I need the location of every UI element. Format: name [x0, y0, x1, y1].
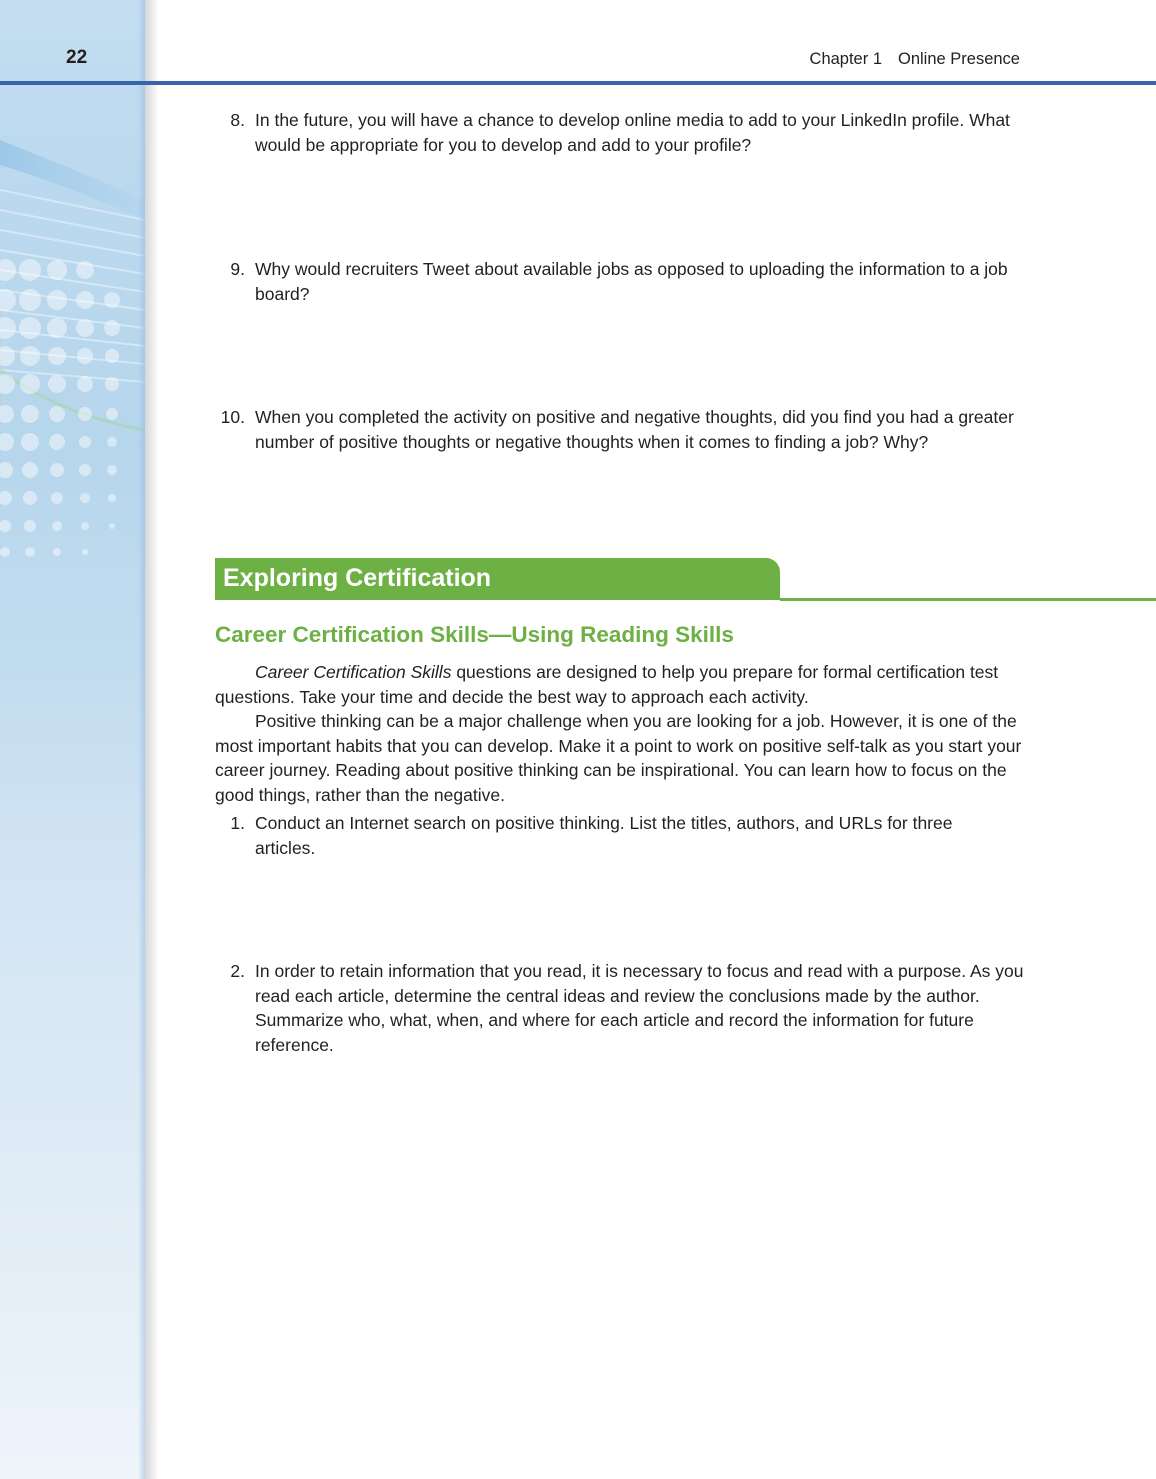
question-8: [215, 108, 1025, 157]
question-text: When you completed the activity on positive and negative thoughts, did you find you had a greater number of positive thoughts or negative thoughts when it comes to finding a job? Why?: [255, 407, 1014, 452]
chapter-title: Online Presence: [898, 50, 1020, 68]
second-paragraph: Positive thinking can be a major challenge when you are looking for a job. However, it is one of the most important habits that you can develop. Make it a point to work on positive self-talk as you start your career journey. Reading about positive thinking can be inspirational. You can learn how to focus on the good things, rather than the negative.: [215, 711, 1022, 805]
activity-text: Conduct an Internet search on positive thinking. List the titles, authors, and URLs for three articles.: [255, 813, 953, 858]
activity-number: 2.: [230, 961, 245, 981]
intro-italic-lead: Career Certification Skills: [255, 662, 452, 682]
section-banner-title: Exploring Certification: [223, 564, 492, 592]
question-number: 10.: [220, 407, 245, 427]
question-text: In the future, you will have a chance to develop online media to add to your LinkedIn profile. What would be appropriate for you to develop and add to your profile?: [255, 110, 1010, 155]
section-banner: [215, 558, 780, 600]
running-head: [810, 50, 1020, 69]
activity-1: [215, 811, 1025, 860]
section-subheading: Career Certification Skills—Using Reading Skills: [215, 622, 734, 647]
sidebar-shadow: [145, 0, 159, 1479]
section-banner-rule: [780, 598, 1156, 601]
decorative-sidebar: [0, 0, 145, 1479]
wave-pattern-icon: [0, 100, 145, 580]
intro-paragraph-text: questions are designed to help you prepare for formal certification test questions. Take your time and decide the best way to approach each activity.: [215, 662, 999, 707]
activity-2: [215, 959, 1025, 1057]
header-rule: [0, 81, 1156, 85]
question-10: [215, 405, 1025, 454]
question-number: 8.: [230, 110, 245, 130]
activity-text: In order to retain information that you read, it is necessary to focus and read with a purpose. As you read each article, determine the central ideas and review the conclusions made by the author. Summarize who, what, when, and where for each article and record the information for future reference.: [255, 961, 1024, 1055]
intro-paragraph: [215, 660, 1025, 709]
page-number: 22: [66, 47, 88, 68]
activity-number: 1.: [230, 813, 245, 833]
question-9: [215, 257, 1025, 306]
sidebar-edge: [138, 0, 145, 1479]
chapter-label: Chapter 1: [809, 50, 882, 68]
question-text: Why would recruiters Tweet about available jobs as opposed to uploading the information to a job board?: [255, 259, 1008, 304]
question-number: 9.: [230, 259, 245, 279]
